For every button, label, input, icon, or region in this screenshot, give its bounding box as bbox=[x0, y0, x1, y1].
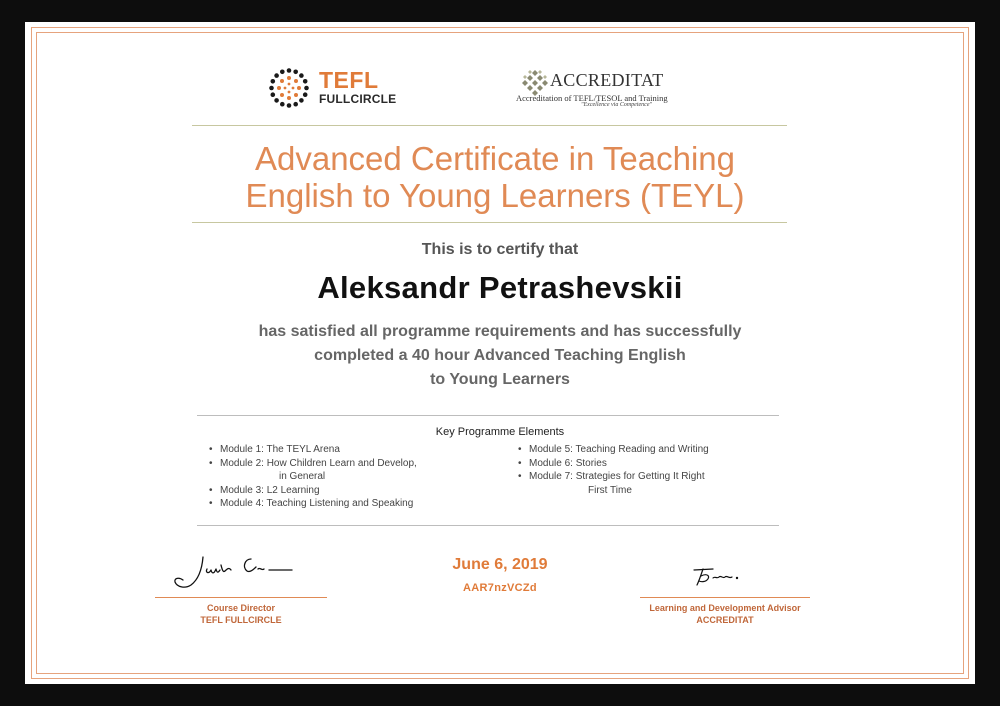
completion-statement bbox=[175, 320, 825, 392]
certificate-title bbox=[175, 140, 815, 214]
list-item: • Module 1: The TEYL Arena bbox=[207, 443, 487, 457]
module-list-right bbox=[516, 443, 786, 497]
right-signature-line bbox=[640, 597, 810, 598]
course-director-signature bbox=[155, 549, 330, 594]
right-signatory-caption bbox=[635, 602, 815, 626]
recipient-name: Aleksandr Petrashevskii bbox=[317, 270, 683, 305]
list-item: • Module 2: How Children Learn and Develop, in General bbox=[207, 457, 487, 484]
certify-text: This is to certify that bbox=[421, 241, 579, 258]
programme-top-rule bbox=[197, 415, 779, 416]
list-item: • Module 6: Stories bbox=[516, 457, 786, 471]
accreditat-logo-sub: Accreditation of TEFL/TESOL and Training bbox=[516, 93, 668, 103]
left-signatory-org: TEFL FULLCIRCLE bbox=[200, 615, 282, 625]
statement-line-1: has satisfied all programme requirements and has successfully bbox=[258, 323, 742, 340]
right-signatory-role: Learning and Development Advisor bbox=[649, 603, 801, 613]
module-list-left bbox=[207, 443, 487, 511]
tefl-logo-sub: FULLCIRCLE bbox=[319, 92, 397, 106]
tefl-logo-word: TEFL bbox=[319, 67, 379, 93]
issue-date: June 6, 2019 bbox=[452, 556, 548, 573]
title-line-2: English to Young Learners (TEYL) bbox=[245, 177, 745, 214]
left-signature-line bbox=[155, 597, 327, 598]
title-bottom-rule bbox=[192, 222, 787, 223]
accreditat-logo-word: ACCREDITAT bbox=[550, 70, 664, 90]
list-item: • Module 4: Teaching Listening and Speaking bbox=[207, 497, 487, 511]
list-item: • Module 3: L2 Learning bbox=[207, 484, 487, 498]
list-item: • Module 5: Teaching Reading and Writing bbox=[516, 443, 786, 457]
tefl-fullcircle-logo bbox=[269, 68, 419, 108]
left-signatory-role: Course Director bbox=[206, 603, 276, 613]
certificate-sheet bbox=[25, 22, 975, 684]
accreditat-logo-tagline: "Excellence via Competence" bbox=[581, 102, 653, 108]
programme-bottom-rule bbox=[197, 525, 779, 526]
title-line-1: Advanced Certificate in Teaching bbox=[254, 140, 735, 177]
certificate-code: AAR7nzVCZd bbox=[463, 582, 537, 594]
left-signatory-caption bbox=[155, 602, 327, 626]
programme-heading: Key Programme Elements bbox=[435, 426, 565, 438]
statement-line-3: to Young Learners bbox=[430, 371, 570, 388]
dot-circle-logo-icon bbox=[269, 68, 309, 108]
list-item: • Module 7: Strategies for Getting It Right First Time bbox=[516, 470, 786, 497]
accreditat-logo bbox=[513, 68, 713, 108]
title-top-rule bbox=[192, 125, 787, 126]
statement-line-2: completed a 40 hour Advanced Teaching English bbox=[314, 347, 686, 364]
right-signatory-org: ACCREDITAT bbox=[696, 615, 754, 625]
advisor-signature bbox=[679, 562, 779, 592]
